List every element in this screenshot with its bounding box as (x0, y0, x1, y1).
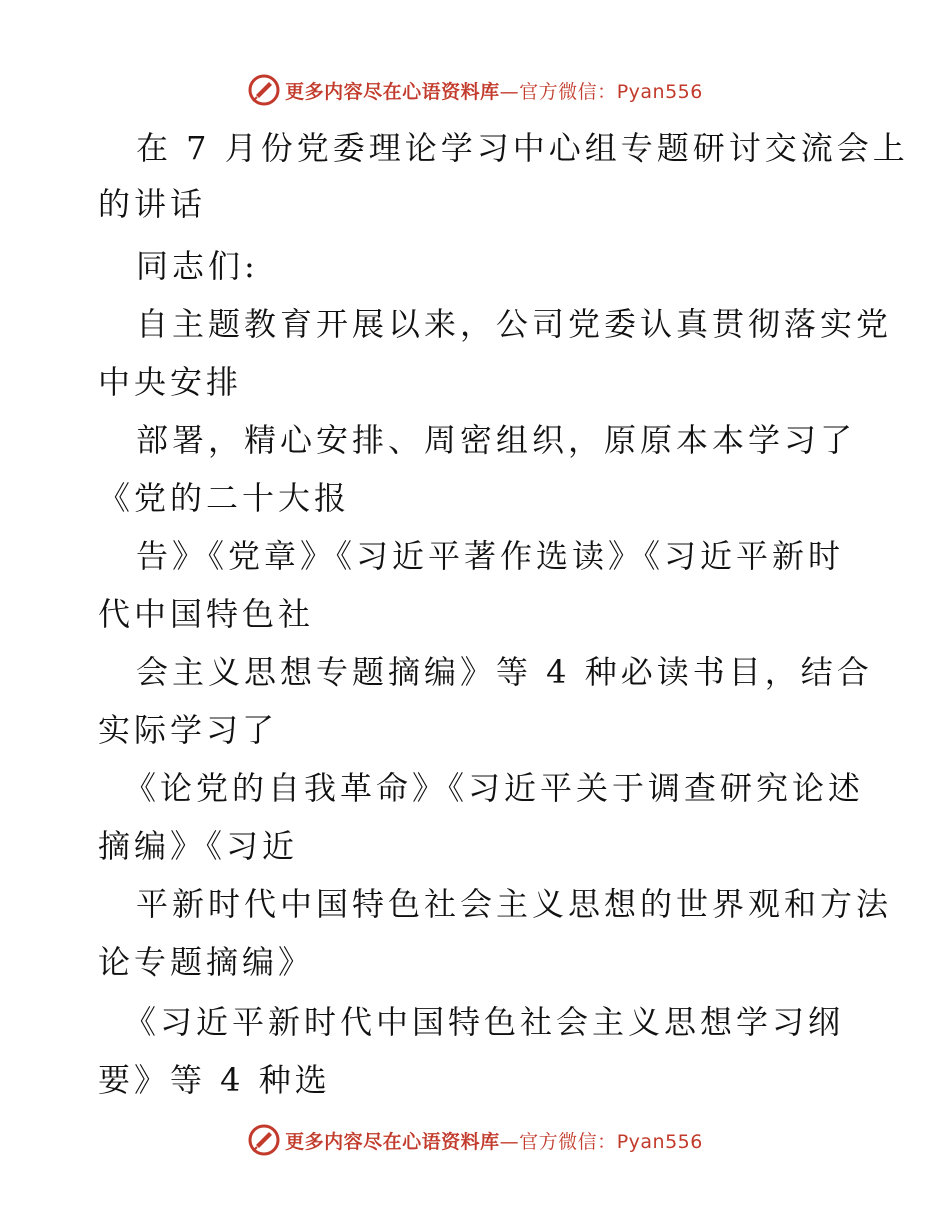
brand-logo-icon (247, 73, 281, 107)
doc-line: 平新时代中国特色社会主义思想的世界观和方法 (136, 885, 893, 923)
footer-wechat-id: Pyan556 (616, 1130, 703, 1153)
footer-brand-text: 更多内容尽在心语资料库 (285, 1130, 500, 1153)
doc-line: 摘编》《习近 (98, 827, 299, 865)
doc-line: 会主义思想专题摘编》等 4 种必读书目，结合 (136, 653, 873, 691)
doc-line: 《习近平新时代中国特色社会主义思想学习纲 (124, 1003, 845, 1041)
doc-line: 《论党的自我革命》《习近平关于调查研究论述 (124, 769, 865, 807)
doc-line: 在 7 月份党委理论学习中心组专题研讨交流会上 (136, 129, 909, 167)
doc-line: 中央安排 (98, 363, 243, 401)
header-dash: — (499, 80, 520, 103)
footer-wechat-label: 官方微信： (519, 1130, 617, 1153)
header-wechat-label: 官方微信： (519, 80, 617, 103)
footer-banner (0, 1120, 950, 1160)
header-brand-text: 更多内容尽在心语资料库 (285, 80, 500, 103)
doc-line: 实际学习了 (98, 711, 279, 749)
doc-line: 告》《党章》《习近平著作选读》《习近平新时 (136, 537, 845, 575)
footer-dash: — (499, 1130, 520, 1153)
doc-line: 《党的二十大报 (98, 479, 351, 517)
brand-logo-icon (247, 1123, 281, 1157)
doc-line: 的讲话 (98, 185, 207, 223)
header-wechat-id: Pyan556 (616, 80, 703, 103)
doc-line: 代中国特色社 (98, 595, 315, 633)
doc-line: 部署，精心安排、周密组织，原原本本学习了 (136, 421, 857, 459)
doc-line: 同志们: (136, 247, 259, 285)
doc-line: 论专题摘编》 (98, 943, 315, 981)
footer-banner-text (285, 1127, 703, 1154)
header-banner-text (285, 77, 703, 104)
doc-line: 自主题教育开展以来，公司党委认真贯彻落实党 (136, 305, 893, 343)
header-banner (0, 70, 950, 110)
doc-line: 要》等 4 种选 (98, 1061, 331, 1099)
